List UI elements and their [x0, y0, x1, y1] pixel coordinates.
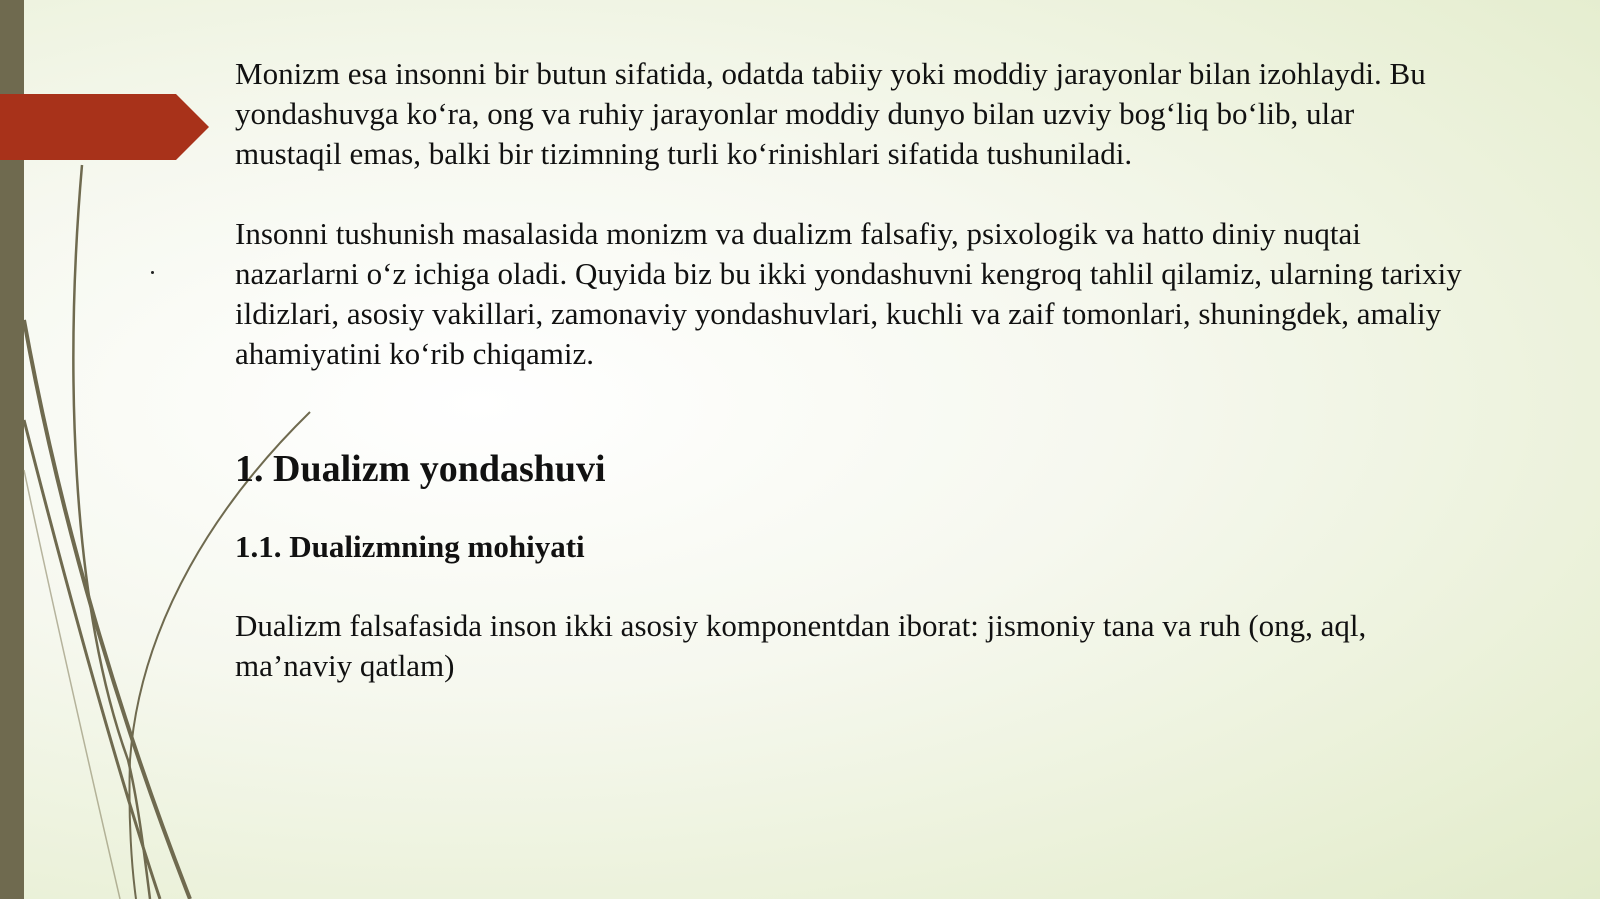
- bullet-dot: [151, 271, 154, 274]
- section-heading: 1. Dualizm yondashuvi: [235, 448, 606, 490]
- slide-content: [235, 54, 1465, 686]
- body-paragraph-dualism: Dualizm falsafasida inson ikki asosiy komponentdan iborat: jismoniy tana va ruh (ong, aql, ma’naviy qatlam): [235, 608, 1367, 683]
- intro-paragraph-overview: Insonni tushunish masalasida monizm va dualizm falsafiy, psixologik va hatto diniy nuqtai nazarlarni o‘z ichiga oladi. Quyida biz bu ikki yondashuvni kengroq tahlil qilamiz, ularning tarixiy ildizlari, asosiy vakillari, zamonaviy yondashuvlari, kuchli va zaif tomonlari, shuningdek, amaliy ahamiyatini ko‘rib chiqamiz.: [235, 216, 1462, 371]
- accent-arrow-shape: [0, 94, 210, 160]
- subsection-heading: 1.1. Dualizmning mohiyati: [235, 529, 585, 564]
- intro-paragraph-monism: Monizm esa insonni bir butun sifatida, odatda tabiiy yoki moddiy jarayonlar bilan izohlaydi. Bu yondashuvga ko‘ra, ong va ruhiy jarayonlar moddiy dunyo bilan uzviy bog‘liq bo‘lib, ular mustaqil emas, balki bir tizimning turli ko‘rinishlari sifatida tushuniladi.: [235, 56, 1426, 171]
